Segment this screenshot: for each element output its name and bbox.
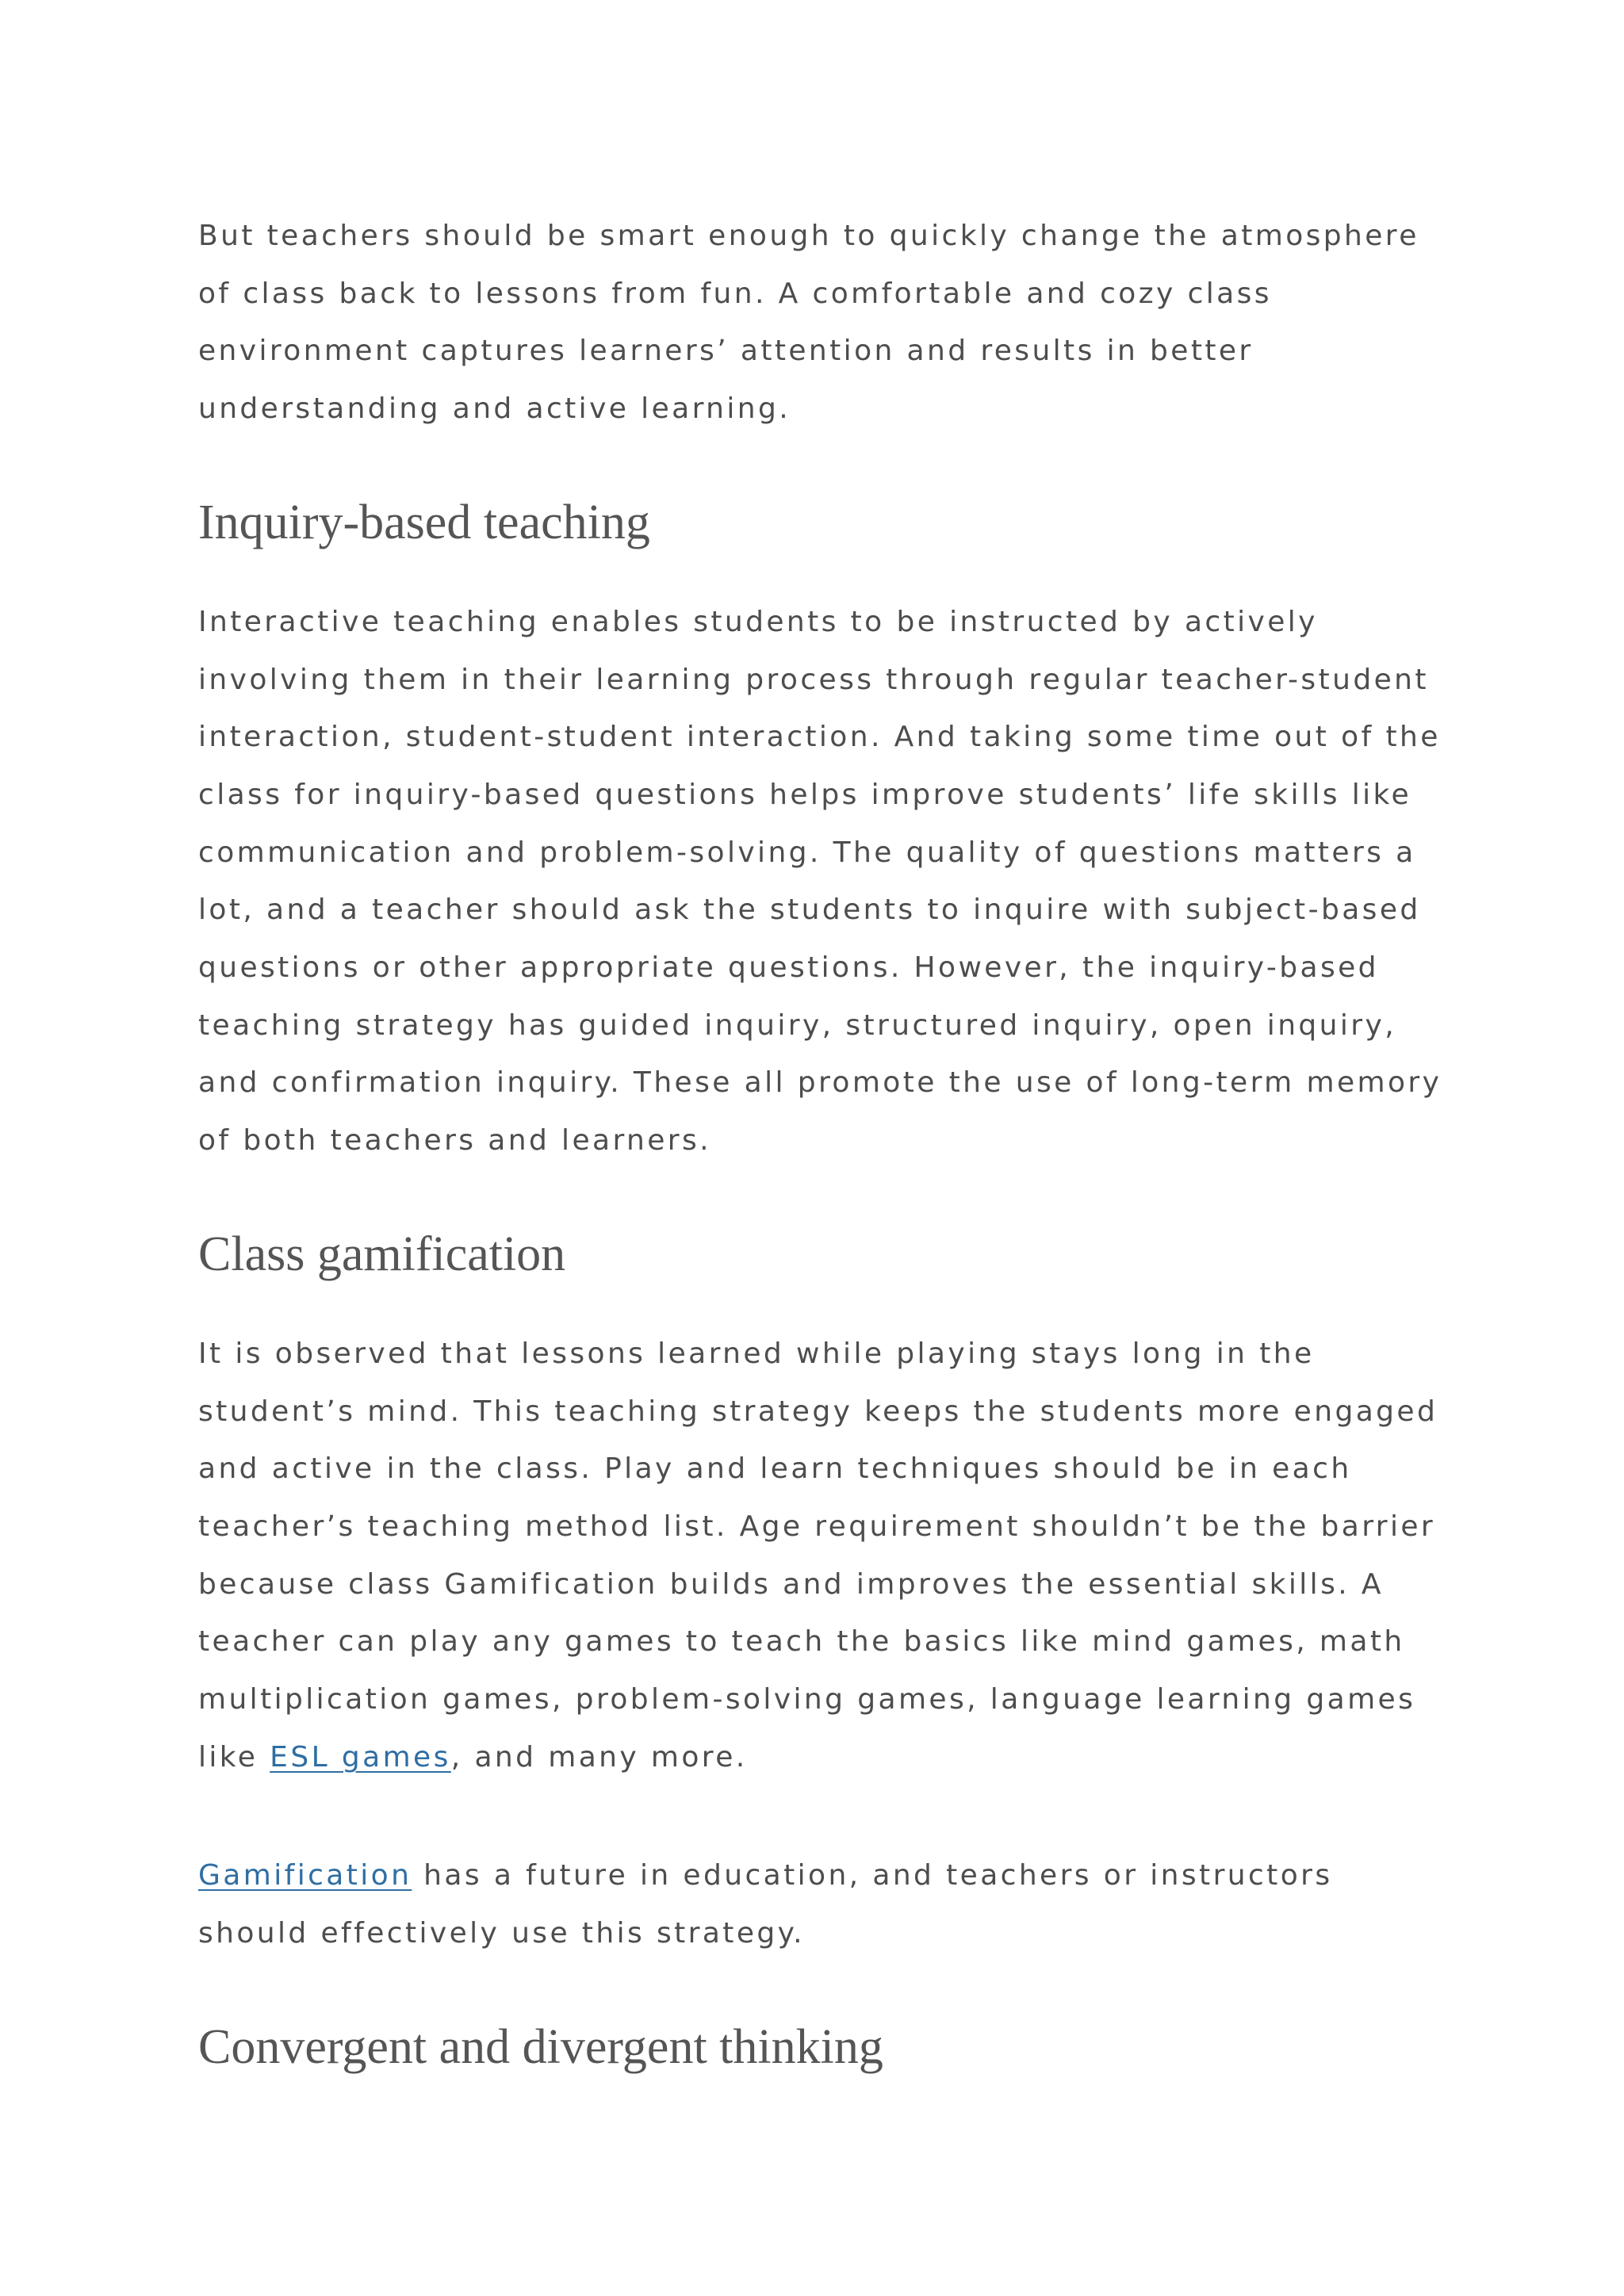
gamification-future-text: has a future in education, and teachers or instructors should effectively use this strategy. [198,1859,1333,1950]
article-body [198,208,1451,2079]
intro-paragraph: But teachers should be smart enough to quickly change the atmosphere of class back to lessons from fun. A comfortable and cozy class environment captures learners’ attention and results in better understanding and active learning. [198,220,1419,426]
esl-games-link[interactable]: ESL games [270,1740,451,1774]
heading-class-gamification: Class gamification [198,1226,566,1281]
inquiry-paragraph: Interactive teaching enables students to be instructed by actively involving them in their learning process through regular teacher-student interaction, student-student interaction. And taking some time out of the class for inquiry-based questions helps improve students’ life skills like communication and problem-solving. The quality of questions matters a lot, and a teacher should ask the students to inquire with subject-based questions or other appropriate questions. However, the inquiry-based teaching strategy has guided inquiry, structured inquiry, open inquiry, and confirmation inquiry. These all promote the use of long-term memory of both teachers and learners. [198,605,1442,1158]
gamification-text-before-link: It is observed that lessons learned while playing stays long in the student’s mind. This teaching strategy keeps the students more engaged and active in the class. Play and learn techniques should be in each teacher’s teaching method list. Age requirement shouldn’t be the barrier because class Gamification builds and improves the essential skills. A teacher can play any games to teach the basics like mind games, math multiplication games, problem-solving games, language learning games like [198,1337,1438,1774]
gamification-link[interactable]: Gamification [198,1859,412,1892]
gamification-paragraph [198,1326,1451,1787]
gamification-text-after-link: , and many more. [450,1740,748,1774]
heading-convergent-divergent-thinking: Convergent and divergent thinking [198,2019,883,2074]
heading-inquiry-based-teaching: Inquiry-based teaching [198,495,650,549]
gamification-future-paragraph [198,1847,1451,1962]
